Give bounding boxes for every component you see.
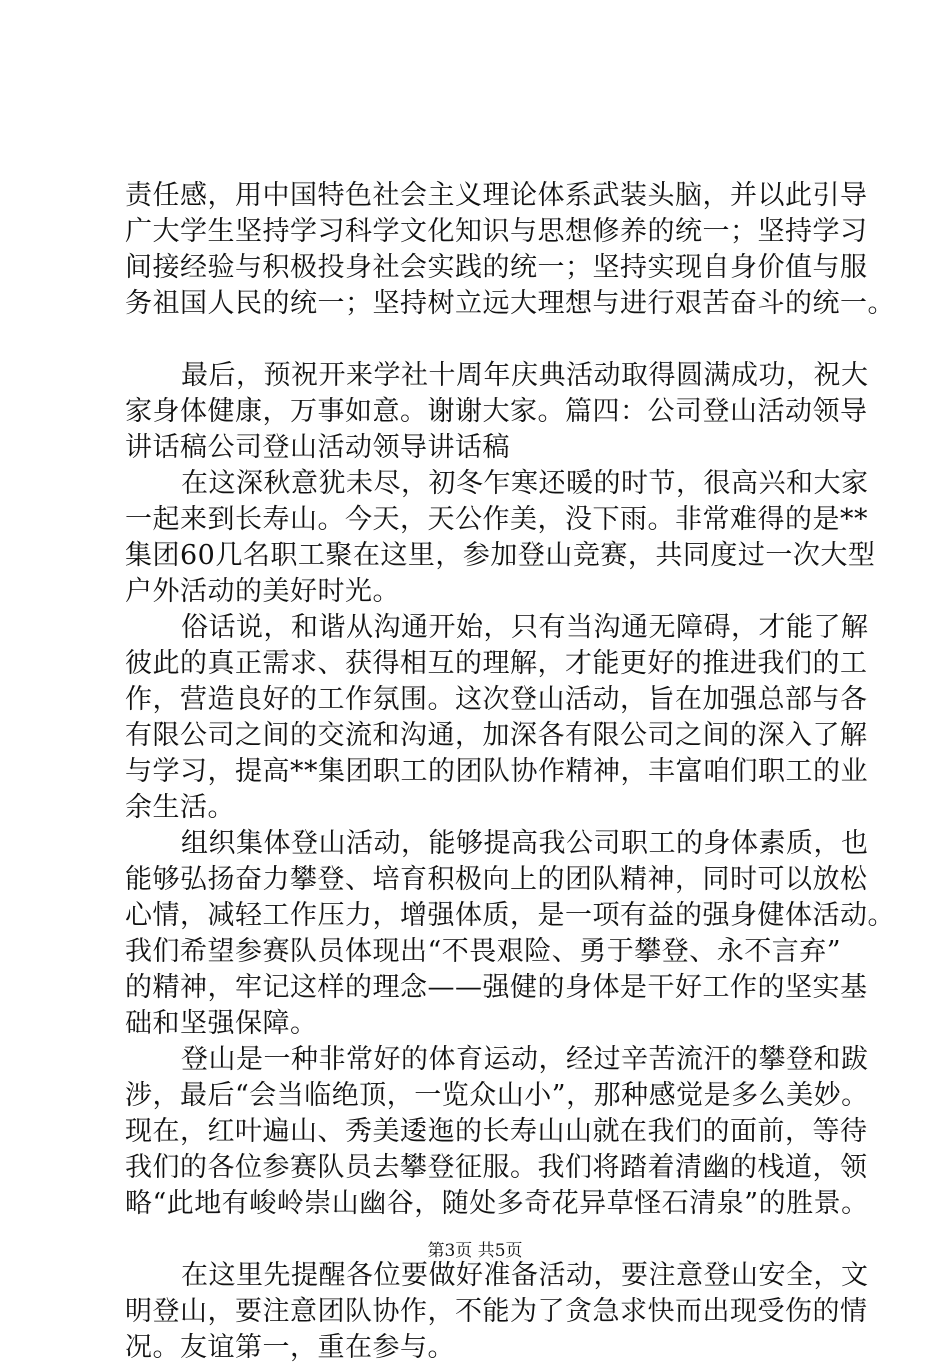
text-line: 集团60几名职工聚在这里，参加登山竞赛，共同度过一次大型 [125, 540, 876, 571]
text-line: 组织集体登山活动，能够提高我公司职工的身体素质，也 [181, 828, 869, 859]
text-line: 彼此的真正需求、获得相互的理解，才能更好的推进我们的工 [125, 648, 868, 679]
text-line: 在这里先提醒各位要做好准备活动，要注意登山安全，文 [181, 1260, 869, 1291]
text-line: 作，营造良好的工作氛围。这次登山活动，旨在加强总部与各 [125, 684, 868, 715]
text-line: 础和坚强保障。 [125, 1008, 318, 1039]
text-line: 现在，红叶遍山、秀美逶迤的长寿山山就在我们的面前，等待 [125, 1116, 868, 1147]
page-footer: 第3页 共5页 [427, 1241, 523, 1261]
text-line: 明登山，要注意团队协作，不能为了贪急求快而出现受伤的情 [125, 1296, 868, 1327]
text-line: 家身体健康，万事如意。谢谢大家。篇四：公司登山活动领导 [125, 396, 868, 427]
text-line: 在这深秋意犹未尽，初冬乍寒还暖的时节，很高兴和大家 [181, 468, 869, 499]
text-line: 务祖国人民的统一；坚持树立远大理想与进行艰苦奋斗的统一。 [125, 288, 895, 319]
text-line: 一起来到长寿山。今天，天公作美，没下雨。非常难得的是** [125, 504, 868, 535]
text-line: 我们希望参赛队员体现出“不畏艰险、勇于攀登、永不言弃” [125, 936, 842, 967]
text-line: 的精神，牢记这样的理念——强健的身体是干好工作的坚实基 [125, 972, 868, 1003]
text-line: 略“此地有峻岭崇山幽谷，随处多奇花异草怪石清泉”的胜景。 [125, 1188, 869, 1219]
text-line: 户外活动的美好时光。 [125, 576, 400, 607]
text-line: 讲话稿公司登山活动领导讲话稿 [125, 432, 510, 463]
body-text [125, 178, 895, 1366]
text-line: 登山是一种非常好的体育运动，经过辛苦流汗的攀登和跋 [181, 1044, 869, 1075]
text-line: 最后，预祝开来学社十周年庆典活动取得圆满成功，祝大 [181, 360, 869, 391]
text-line: 俗话说，和谐从沟通开始，只有当沟通无障碍，才能了解 [181, 612, 869, 643]
text-line: 责任感，用中国特色社会主义理论体系武装头脑，并以此引导 [125, 180, 868, 211]
text-line: 能够弘扬奋力攀登、培育积极向上的团队精神，同时可以放松 [125, 864, 868, 895]
text-line: 况。友谊第一，重在参与。 [125, 1332, 455, 1363]
text-line: 涉，最后“会当临绝顶，一览众山小”，那种感觉是多么美妙。 [125, 1080, 869, 1111]
text-line: 与学习，提高**集团职工的团队协作精神，丰富咱们职工的业 [125, 756, 868, 787]
text-line: 有限公司之间的交流和沟通，加深各有限公司之间的深入了解 [125, 720, 868, 751]
text-line: 广大学生坚持学习科学文化知识与思想修养的统一；坚持学习 [125, 216, 868, 247]
text-line: 间接经验与积极投身社会实践的统一；坚持实现自身价值与服 [125, 252, 868, 283]
text-line: 我们的各位参赛队员去攀登征服。我们将踏着清幽的栈道，领 [125, 1152, 868, 1183]
text-line: 余生活。 [125, 792, 235, 823]
text-line: 心情，减轻工作压力，增强体质，是一项有益的强身健体活动。 [125, 900, 895, 931]
